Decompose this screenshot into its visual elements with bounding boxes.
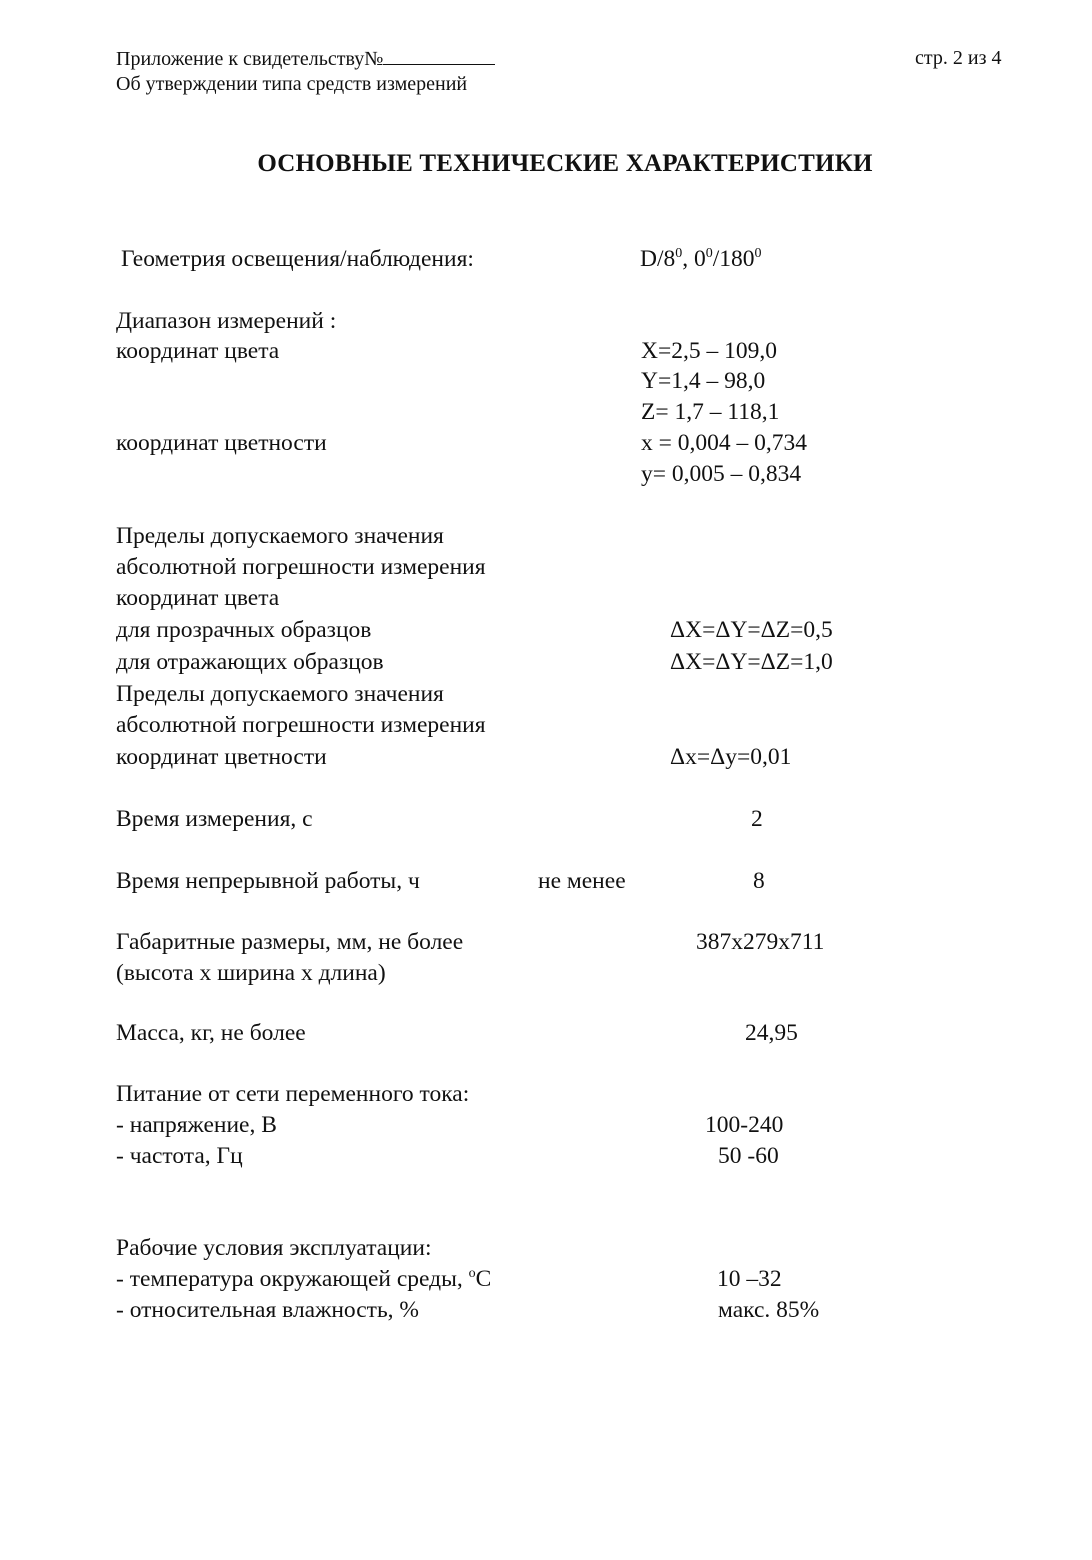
temperature-value: 10 –32: [717, 1266, 782, 1292]
range-y-value: Y=1,4 – 98,0: [641, 368, 766, 394]
error-color-heading-1: Пределы допускаемого значения: [116, 523, 444, 549]
range-color-coords-label: координат цвета: [116, 338, 280, 364]
range-chroma-coords-label: координат цветности: [116, 430, 327, 456]
geometry-value: $D/8^0$, $0^0/180^0$: [640, 246, 762, 272]
dimensions-label: Габаритные размеры, мм, не более: [116, 929, 464, 955]
header-approval-line: Об утверждении типа средств измерений: [116, 73, 468, 95]
continuous-operation-label: Время непрерывной работы, ч: [116, 868, 420, 894]
certificate-number-blank: [383, 46, 495, 65]
dimensions-value: 387x279x711: [696, 929, 825, 955]
error-chroma-heading-2: абсолютной погрешности измерения: [116, 712, 486, 738]
humidity-value: макс. 85%: [718, 1297, 820, 1323]
operating-conditions-heading: Рабочие условия эксплуатации:: [116, 1235, 432, 1261]
error-chroma-value: Δx=Δy=0,01: [670, 744, 792, 770]
page-title: ОСНОВНЫЕ ТЕХНИЧЕСКИЕ ХАРАКТЕРИСТИКИ: [257, 150, 873, 177]
power-frequency-label: - частота, Гц: [116, 1143, 243, 1169]
continuous-operation-value: 8: [753, 868, 765, 894]
power-frequency-value: 50 -60: [718, 1143, 779, 1169]
error-transparent-value: ΔX=ΔY=ΔZ=0,5: [670, 617, 833, 643]
geometry-label: Геометрия освещения/наблюдения:: [121, 246, 474, 272]
power-voltage-label: - напряжение, В: [116, 1112, 277, 1138]
humidity-label: - относительная влажность, %: [116, 1297, 419, 1323]
mass-label: Масса, кг, не более: [116, 1020, 306, 1046]
power-voltage-value: 100-240: [705, 1112, 784, 1138]
error-transparent-label: для прозрачных образцов: [116, 617, 372, 643]
range-z-value: Z= 1,7 – 118,1: [641, 399, 780, 425]
temperature-label: - температура окружающей среды, $^o$С: [116, 1266, 492, 1292]
power-heading: Питание от сети переменного тока:: [116, 1081, 470, 1107]
mass-value: 24,95: [745, 1020, 798, 1046]
range-heading: Диапазон измерений :: [116, 308, 337, 334]
dimensions-sublabel: (высота х ширина х длина): [116, 960, 386, 986]
measurement-time-label: Время измерения, с: [116, 806, 313, 832]
header-certificate-line: [116, 46, 495, 71]
continuous-operation-qualifier: не менее: [538, 868, 626, 894]
error-color-heading-2: абсолютной погрешности измерения: [116, 554, 486, 580]
measurement-time-value: 2: [751, 806, 763, 832]
range-chroma-x-value: x = 0,004 – 0,734: [641, 430, 808, 456]
header-certificate-text: Приложение к свидетельству№: [116, 48, 384, 70]
page-indicator: стр. 2 из 4: [915, 47, 1002, 69]
error-chroma-label: координат цветности: [116, 744, 327, 770]
range-chroma-y-value: y= 0,005 – 0,834: [641, 461, 802, 487]
error-reflective-value: ΔX=ΔY=ΔZ=1,0: [670, 649, 833, 675]
error-reflective-label: для отражающих образцов: [116, 649, 384, 675]
range-x-value: X=2,5 – 109,0: [641, 338, 777, 364]
error-color-heading-3: координат цвета: [116, 585, 280, 611]
error-chroma-heading-1: Пределы допускаемого значения: [116, 681, 444, 707]
